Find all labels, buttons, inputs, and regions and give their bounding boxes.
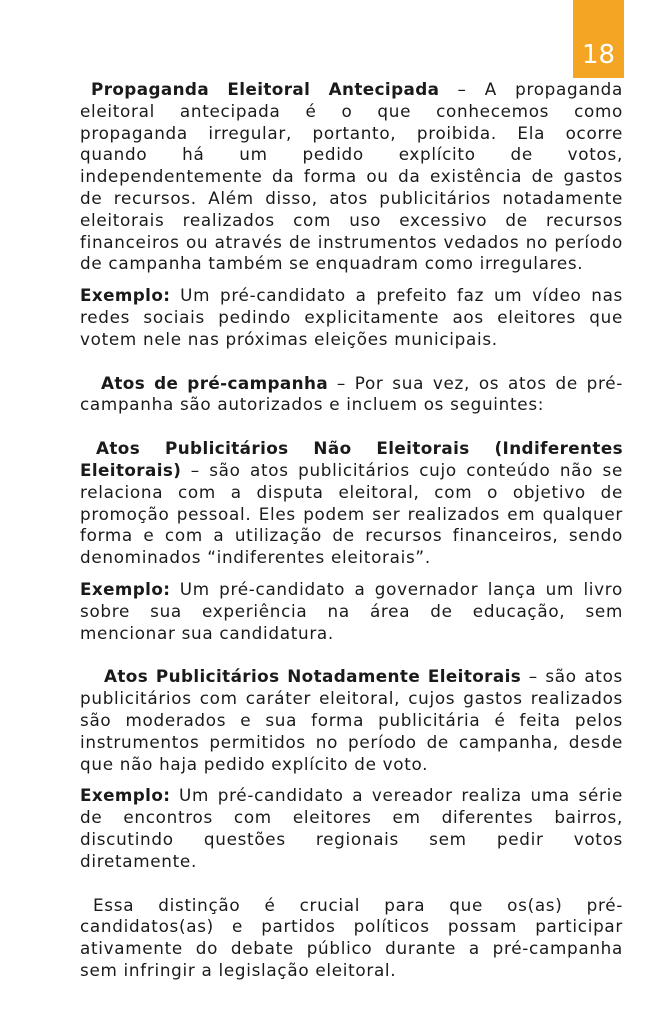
document-body <box>80 79 623 982</box>
page-number-badge <box>573 0 624 78</box>
example-notadamente-eleitorais <box>80 785 623 872</box>
example-propaganda-antecipada <box>80 285 623 350</box>
term-atos-pre-campanha: Atos de pré-campanha <box>101 372 329 393</box>
paragraph-text: – Por sua vez, os atos de pré-campanha são autorizados e incluem os seguintes: <box>80 372 623 415</box>
paragraph-notadamente-eleitorais <box>80 666 623 775</box>
paragraph-text: – são atos publicitários cujo conteúdo não se relaciona com a disputa eleitoral, com o objetivo de promoção pessoal. Eles podem ser realizados em qualquer forma e com a utilização de recursos financeiros, sendo denominados “indiferentes eleitorais”. <box>80 459 623 568</box>
example-text: Um pré-candidato a vereador realiza uma série de encontros com eleitores em diferentes bairros, discutindo questões regionais sem pedir votos diretamente. <box>80 785 623 871</box>
paragraph-propaganda-antecipada <box>80 79 623 275</box>
example-nao-eleitorais <box>80 579 623 644</box>
example-text: Um pré-candidato a prefeito faz um vídeo nas redes sociais pedindo explicitamente aos eleitores que votem nele nas próximas eleições municipais. <box>80 285 623 349</box>
example-label: Exemplo: <box>80 785 171 806</box>
closing-paragraph: Essa distinção é crucial para que os(as) pré-candidatos(as) e partidos políticos possam participar ativamente do debate público durante a pré-campanha sem infringir a legislação eleitoral. <box>80 894 623 980</box>
paragraph-nao-eleitorais <box>80 438 623 569</box>
paragraph-atos-pre-campanha <box>80 373 623 417</box>
page-number: 18 <box>581 40 616 70</box>
term-notadamente-eleitorais: Atos Publicitários Notadamente Eleitorais <box>104 666 522 687</box>
term-propaganda-antecipada: Propaganda Eleitoral Antecipada <box>91 79 440 99</box>
example-label: Exemplo: <box>80 578 171 599</box>
example-text: Um pré-candidato a governador lança um livro sobre sua experiência na área de educação, sem mencionar sua candidatura. <box>80 578 623 643</box>
paragraph-text: – são atos publicitários com caráter eleitoral, cujos gastos realizados são moderados e sua forma publicitária é feita pelos instrumentos permitidos no período de campanha, desde que não haja pedido explícito de voto. <box>80 666 623 774</box>
example-label: Exemplo: <box>80 285 171 306</box>
term-nao-eleitorais: Atos Publicitários Não Eleitorais (Indiferentes Eleitorais) <box>80 438 623 480</box>
paragraph-text: – A propaganda eleitoral antecipada é o que conhecemos como propaganda irregular, portanto, proibida. Ela ocorre quando há um pedido explícito de votos, independentemente da forma ou da existência de gastos de recursos. Além disso, atos publicitários notadamente eleitorais realizados com uso excessivo de recursos financeiros ou através de instrumentos vedados no período de campanha também se enquadram como irregulares. <box>80 79 623 274</box>
